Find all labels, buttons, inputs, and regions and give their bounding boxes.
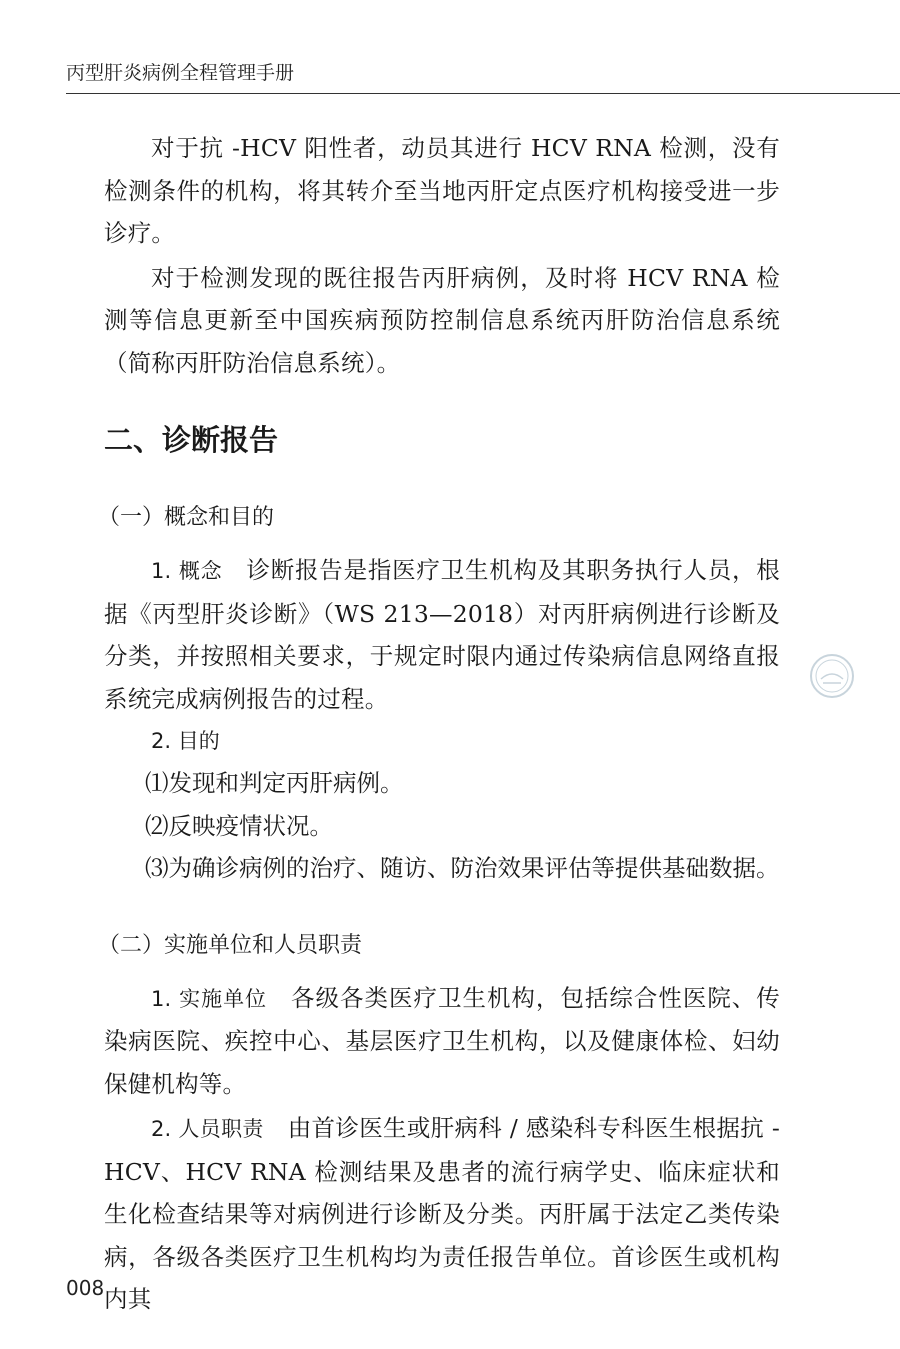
purpose-item-2: ⑵反映疫情状况。 xyxy=(145,811,333,840)
concept-text: 诊断报告是指医疗卫生机构及其职务执行人员，根据《丙型肝炎诊断》（WS 213—2018）对丙肝病例进行诊断及分类，并按照相关要求，于规定时限内通过传染病信息网络直报系统完成病例报告的过程。 xyxy=(104,556,780,713)
purpose-item-1: ⑴发现和判定丙肝病例。 xyxy=(145,769,404,797)
concept-paragraph xyxy=(104,549,780,720)
purpose-title: 2. 目的 xyxy=(151,729,220,753)
running-title: 丙型肝炎病例全程管理手册 xyxy=(66,62,295,84)
duty-text: 由首诊医生或肝病科 / 感染科专科医生根据抗 -HCV、HCV RNA 检测结果及患者的流行病学史、临床症状和生化检查结果等对病例进行诊断及分类。丙肝属于法定乙类传染病，各级各类医疗卫生机构均为责任报告单位。首诊医生或机构内其 xyxy=(104,1114,780,1313)
concept-lead: 1. 概念 xyxy=(151,559,223,583)
unit-lead: 1. 实施单位 xyxy=(151,986,268,1011)
intro-paragraph-1: 对于抗 -HCV 阳性者，动员其进行 HCV RNA 检测，没有检测条件的机构，将其转介至当地丙肝定点医疗机构接受进一步诊疗。 xyxy=(104,134,780,247)
header-rule xyxy=(66,93,900,94)
unit-text: 各级各类医疗卫生机构，包括综合性医院、传染病医院、疾控中心、基层医疗卫生机构，以及健康体检、妇幼保健机构等。 xyxy=(104,983,780,1098)
page-body xyxy=(98,127,780,1321)
unit-paragraph xyxy=(104,977,780,1106)
purpose-item-3: ⑶为确诊病例的治疗、随访、防治效果评估等提供基础数据。 xyxy=(145,854,780,882)
subsection-title-2: （二）实施单位和人员职责 xyxy=(98,932,363,958)
circular-stamp-icon xyxy=(808,652,856,700)
section-title: 二、诊断报告 xyxy=(104,423,279,457)
intro-paragraph-2: 对于检测发现的既往报告丙肝病例，及时将 HCV RNA 检测等信息更新至中国疾病预防控制信息系统丙肝防治信息系统（简称丙肝防治信息系统）。 xyxy=(104,263,780,377)
subsection-title-1: （一）概念和目的 xyxy=(98,505,275,530)
page-number: 008 xyxy=(66,1276,105,1300)
duty-paragraph xyxy=(104,1107,780,1321)
duty-lead: 2. 人员职责 xyxy=(151,1117,264,1141)
